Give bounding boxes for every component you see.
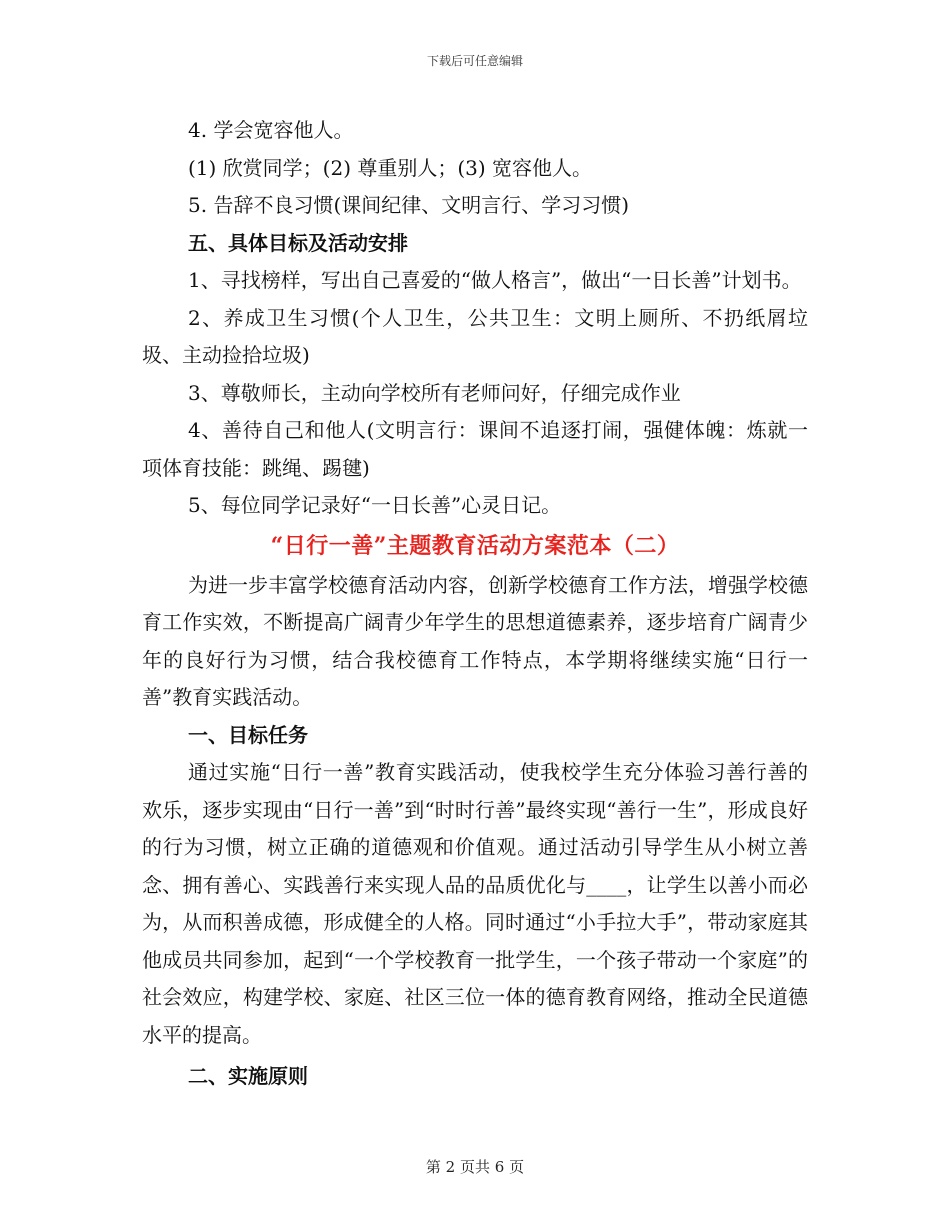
heading-principles: 二、实施原则 bbox=[188, 1064, 308, 1088]
section-heading: 五、具体目标及活动安排 bbox=[188, 230, 408, 255]
document-body bbox=[142, 112, 808, 1096]
heading-goals: 一、目标任务 bbox=[188, 722, 308, 747]
intro-paragraph: 为进一步丰富学校德育活动内容，创新学校德育工作方法，增强学校德育工作实效，不断提高广阔青少年学生的思想道德素养，逐步培育广阔青少年的良好行为习惯，结合我校德育工作特点，本学期将继续实施“日行一善”教育实践活动。 bbox=[142, 572, 808, 709]
list-item: 5. 告辞不良习惯(课间纪律、文明言行、学习习惯) bbox=[188, 193, 630, 217]
page-footer: 第 2 页共 6 页 bbox=[425, 1158, 525, 1176]
activity-item: 1、寻找榜样，写出自己喜爱的“做人格言”，做出“一日长善”计划书。 bbox=[188, 268, 802, 292]
activity-item: 2、养成卫生习惯(个人卫生，公共卫生：文明上厕所、不扔纸屑垃圾、主动捡拾垃圾) bbox=[142, 305, 808, 367]
list-item: (1) 欣赏同学；(2) 尊重别人；(3) 宽容他人。 bbox=[188, 155, 593, 180]
list-item: 4. 学会宽容他人。 bbox=[188, 118, 354, 142]
activity-item: 4、善待自己和他人(文明言行：课间不追逐打闹，强健体魄：炼就一项体育技能：跳绳、踢毽) bbox=[142, 418, 808, 480]
activity-item: 5、每位同学记录好“一日长善”心灵日记。 bbox=[188, 493, 562, 517]
section-title: “日行一善”主题教育活动方案范本（二） bbox=[270, 532, 680, 559]
goals-paragraph: 通过实施“日行一善”教育实践活动，使我校学生充分体验习善行善的欢乐，逐步实现由“日行一善”到“时时行善”最终实现“善行一生”，形成良好的行为习惯，树立正确的道德观和价值观。通过活动引导学生从小树立善念、拥有善心、实践善行来实现人品的品质优化与____，让学生以善小而必为，从而积善成德，形成健全的人格。同时通过“小手拉大手”，带动家庭其他成员共同参加，起到“一个学校教育一批学生，一个孩子带动一个家庭”的社会效应，构建学校、家庭、社区三位一体的德育教育网络，推动全民道德水平的提高。 bbox=[142, 760, 808, 1047]
activity-item: 3、尊敬师长，主动向学校所有老师问好，仔细完成作业 bbox=[188, 380, 681, 405]
page-header: 下载后可任意编辑 bbox=[426, 54, 523, 68]
